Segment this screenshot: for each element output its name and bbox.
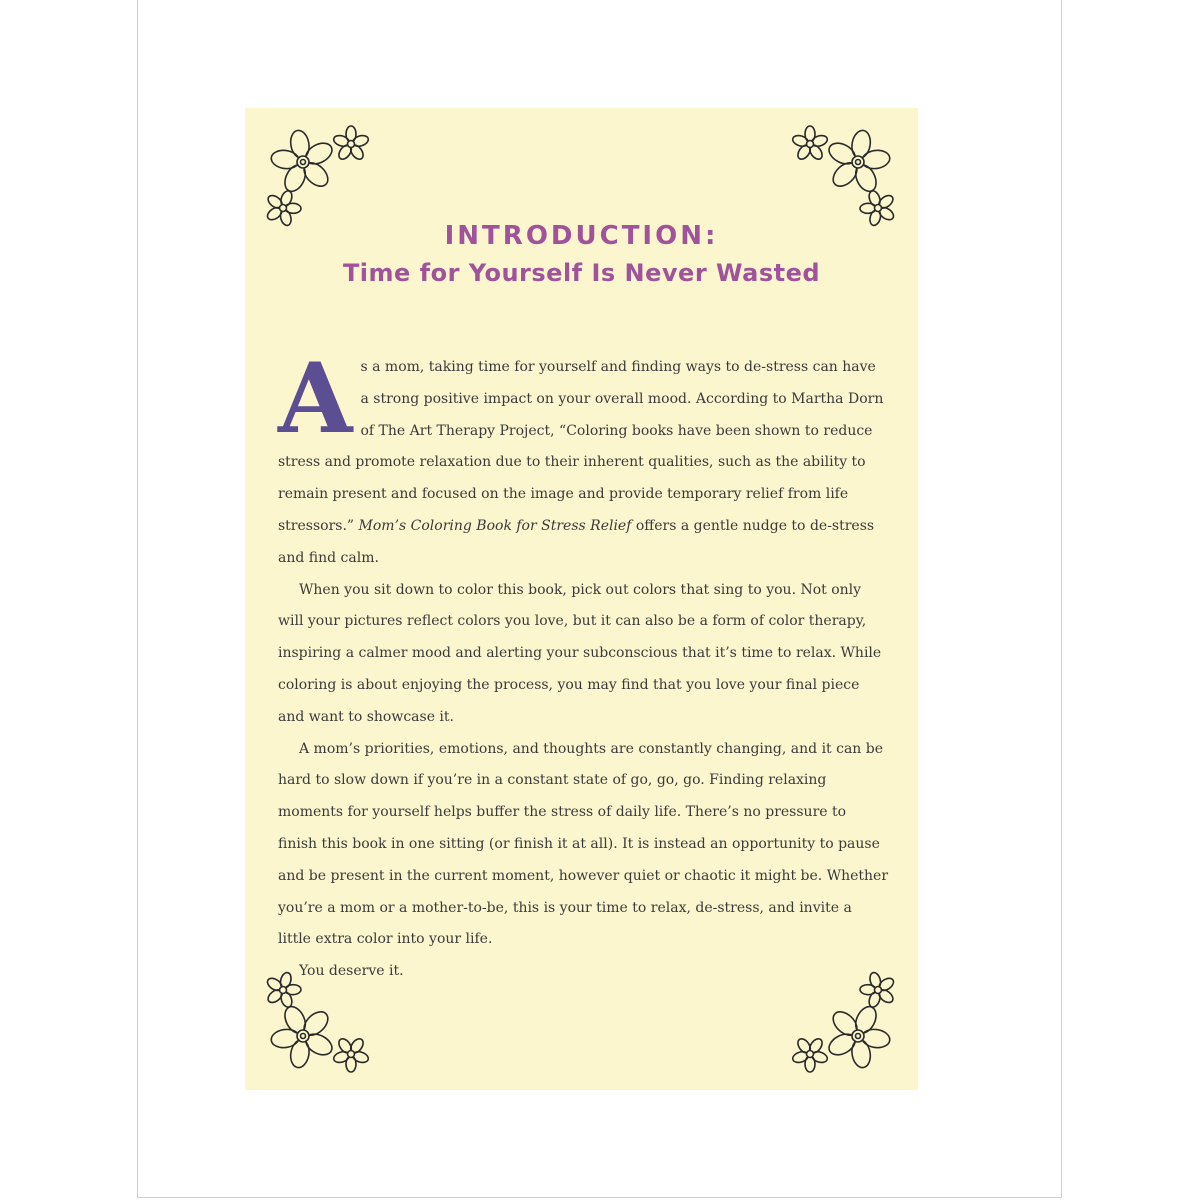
chapter-title: INTRODUCTION:	[444, 221, 719, 251]
drop-cap: A	[278, 342, 353, 455]
book-title: Mom’s Coloring Book for Stress Relief	[358, 517, 632, 534]
paragraph-closing: You deserve it.	[299, 963, 404, 980]
chapter-subtitle: Time for Yourself Is Never Wasted	[342, 259, 821, 287]
page-heading	[245, 218, 918, 292]
book-page	[245, 108, 918, 1090]
paragraph-intro-text: s a mom, taking time for yourself and finding ways to de-stress can have a strong positive impact on your overall mood. According to Martha Dorn of The Art Therapy Project, “Coloring books have been shown to reduce stress and promote relaxation due to their inherent qualities, such as the ability to remain present and focused on the image and provide temporary relief from life stressors.”	[278, 359, 884, 534]
paragraph-intro	[278, 342, 888, 575]
paragraph-color: When you sit down to color this book, pick out colors that sing to you. Not only will your pictures reflect colors you love, but it can also be a form of color therapy, inspiring a calmer mood and alerting your subconscious that it’s time to relax. While coloring is about enjoying the process, you may find that you love your final piece and want to showcase it.	[278, 581, 882, 725]
body-text	[278, 342, 889, 988]
paragraph-priorities: A mom’s priorities, emotions, and thoughts are constantly changing, and it can be hard to slow down if you’re in a constant state of go, go, go. Finding relaxing moments for yourself helps buffer the stress of daily life. There’s no pressure to finish this book in one sitting (or finish it at all). It is instead an opportunity to pause and be present in the current moment, however quiet or chaotic it might be. Whether you’re a mom or a mother-to-be, this is your time to relax, de-stress, and invite a little extra color into your life.	[278, 740, 889, 948]
paragraph-intro-end: offers a gentle nudge to de-stress and find calm.	[278, 517, 875, 566]
